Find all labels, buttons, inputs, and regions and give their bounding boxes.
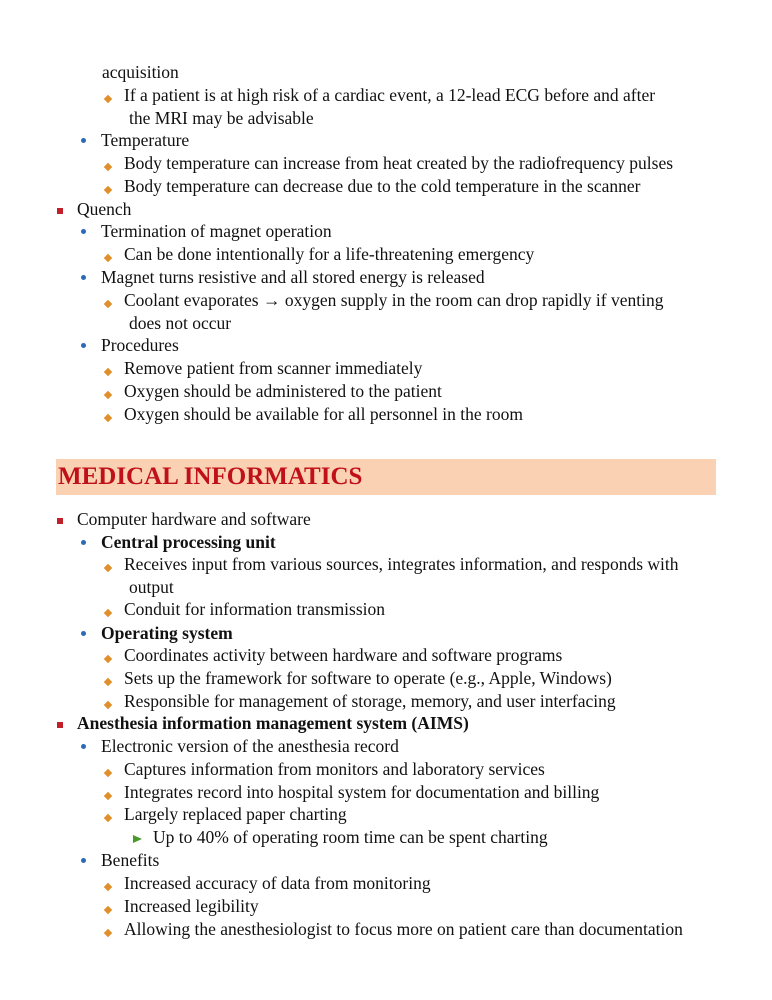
dot-bullet-icon [81,540,86,545]
diamond-bullet-icon [104,368,112,376]
diamond-bullet-icon [104,163,112,171]
diamond-bullet-icon [104,929,112,937]
list-item: Sets up the framework for software to operate (e.g., Apple, Windows) [124,668,612,688]
square-bullet-icon [57,518,63,524]
list-item: Body temperature can decrease due to the cold temperature in the scanner [124,176,641,196]
diamond-bullet-icon [104,300,112,308]
list-item: Up to 40% of operating room time can be spent charting [153,827,548,847]
list-item: Largely replaced paper charting [124,804,347,824]
dot-bullet-icon [81,275,86,280]
list-item: Receives input from various sources, integrates information, and responds with [124,554,679,574]
list-item: Responsible for management of storage, memory, and user interfacing [124,691,616,711]
square-bullet-icon [57,208,63,214]
list-item: Oxygen should be administered to the patient [124,381,442,401]
dot-bullet-icon [81,229,86,234]
diamond-bullet-icon [104,655,112,663]
diamond-bullet-icon [104,701,112,709]
square-bullet-icon [57,722,63,728]
list-item-bold: Operating system [101,623,233,643]
diamond-bullet-icon [104,883,112,891]
list-item: Oxygen should be available for all personnel in the room [124,404,523,424]
diamond-bullet-icon [104,254,112,262]
list-item: Remove patient from scanner immediately [124,358,423,378]
list-item: Integrates record into hospital system for documentation and billing [124,782,600,802]
diamond-bullet-icon [104,792,112,800]
list-item: Body temperature can increase from heat created by the radiofrequency pulses [124,153,674,173]
list-item: Quench [77,199,132,219]
list-item: Conduit for information transmission [124,599,386,619]
list-item-bold: Central processing unit [101,532,276,552]
diamond-bullet-icon [104,769,112,777]
list-item: Termination of magnet operation [101,221,332,241]
diamond-bullet-icon [104,814,112,822]
list-item: Electronic version of the anesthesia record [101,736,399,756]
list-item-bold: Anesthesia information management system (AIMS) [77,713,469,733]
diamond-bullet-icon [104,391,112,399]
list-item: Computer hardware and software [77,509,311,529]
list-item: Allowing the anesthesiologist to focus more on patient care than documentation [124,919,683,939]
continuation-text: acquisition [102,62,179,82]
diamond-bullet-icon [104,906,112,914]
list-item: Can be done intentionally for a life-threatening emergency [124,244,535,264]
list-item: Increased accuracy of data from monitoring [124,873,431,893]
diamond-bullet-icon [104,95,112,103]
diamond-bullet-icon [104,609,112,617]
list-item: Increased legibility [124,896,259,916]
list-item-continuation: does not occur [129,313,232,333]
list-item: Captures information from monitors and laboratory services [124,759,545,779]
dot-bullet-icon [81,858,86,863]
dot-bullet-icon [81,138,86,143]
diamond-bullet-icon [104,186,112,194]
dot-bullet-icon [81,343,86,348]
list-item: If a patient is at high risk of a cardiac event, a 12-lead ECG before and after [124,85,656,105]
arrow-bullet-icon [133,835,142,843]
list-item: Magnet turns resistive and all stored energy is released [101,267,485,287]
list-item-continuation: the MRI may be advisable [129,108,314,128]
diamond-bullet-icon [104,564,112,572]
section-heading: MEDICAL INFORMATICS [58,463,363,490]
list-item: Procedures [101,335,179,355]
list-item: Temperature [101,130,190,150]
list-item: Coordinates activity between hardware and software programs [124,645,563,665]
diamond-bullet-icon [104,678,112,686]
dot-bullet-icon [81,631,86,636]
diamond-bullet-icon [104,414,112,422]
dot-bullet-icon [81,744,86,749]
list-item: Coolant evaporates → oxygen supply in the room can drop rapidly if venting [124,290,664,310]
list-item: Benefits [101,850,160,870]
list-item-continuation: output [129,577,174,597]
